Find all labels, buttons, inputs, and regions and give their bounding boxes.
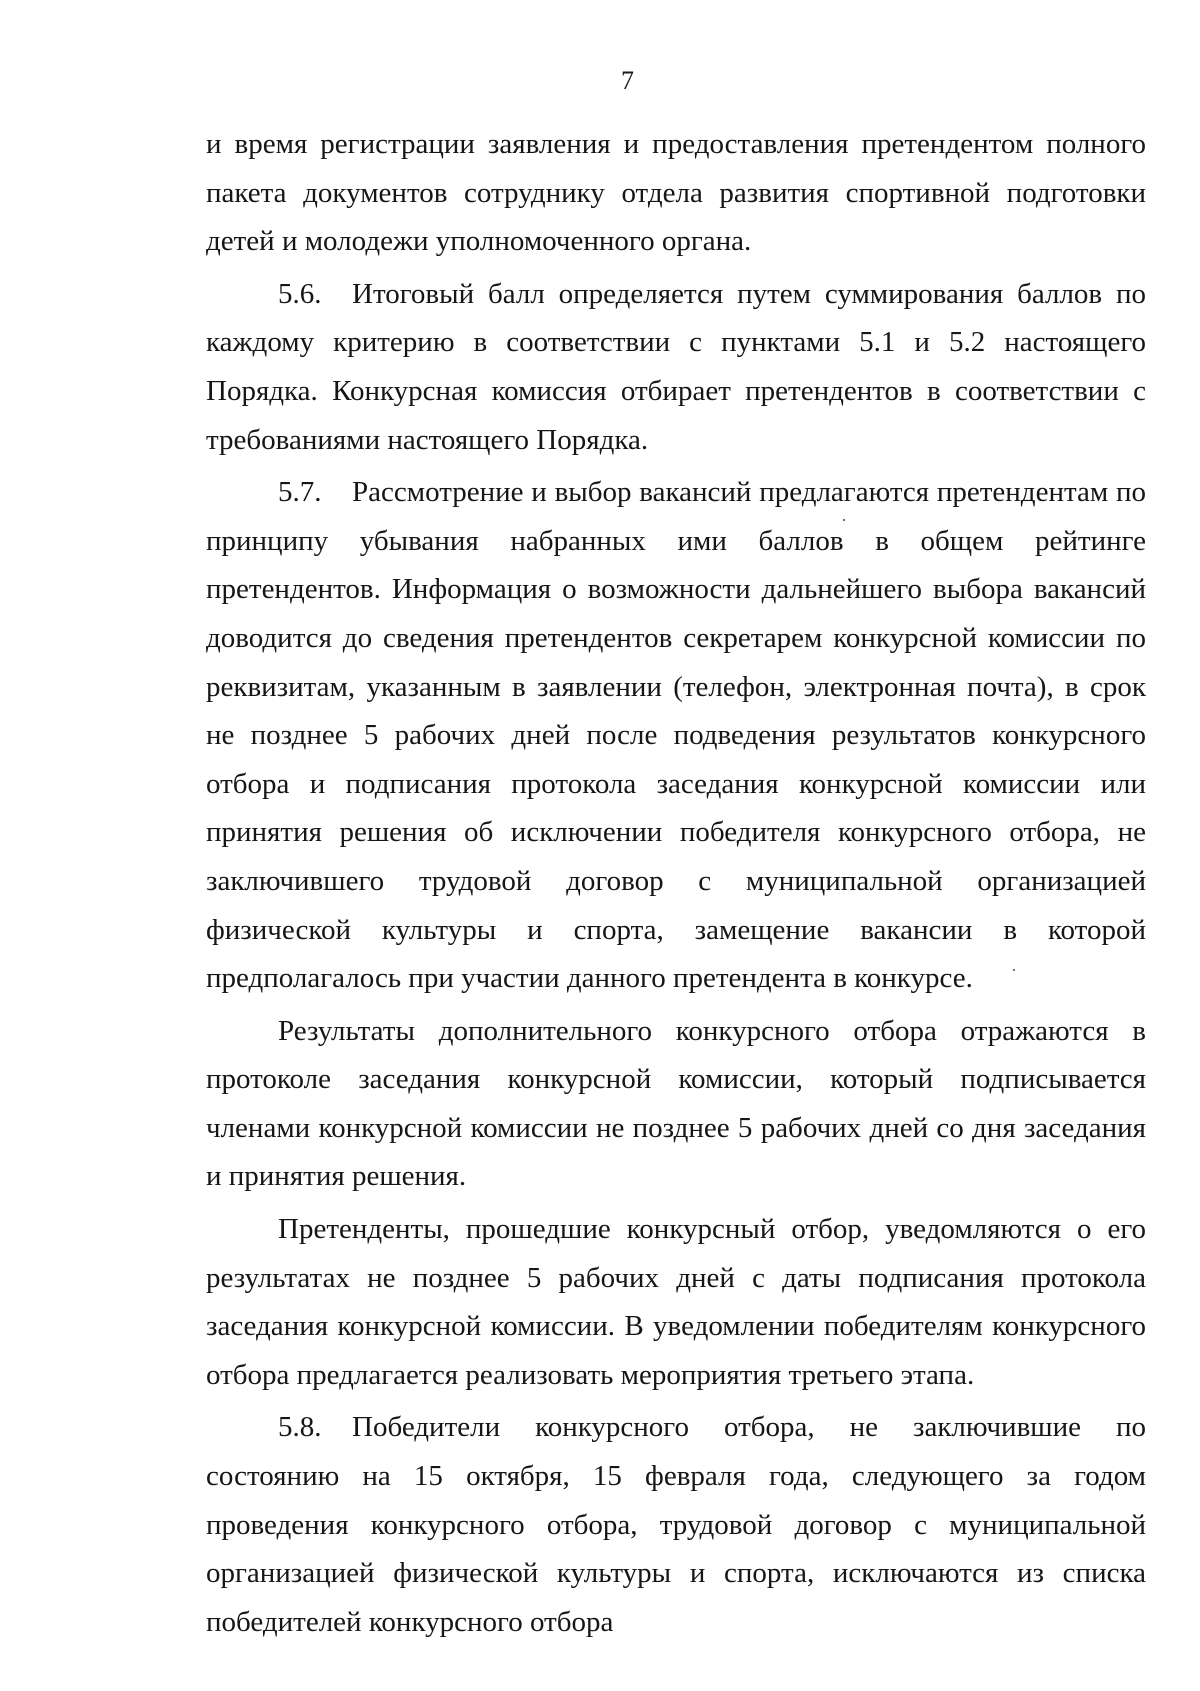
- paragraph-text: и время регистрации заявления и предоставления претендентом полного пакета документов сотруднику отдела развития спортивной подготовки детей и молодежи уполномоченного органа.: [206, 128, 1146, 258]
- paragraph-continuation: [206, 120, 1146, 266]
- paragraph-text: Итоговый балл определяется путем суммирования баллов по каждому критерию в соответствии с пунктами 5.1 и 5.2 настоящего Порядка. Конкурсная комиссия отбирает претендентов в соответствии с требованиями настоящего Порядка.: [206, 277, 1146, 456]
- document-body: [206, 120, 1146, 1646]
- paragraph-text: Рассмотрение и выбор вакансий предлагаются претендентам по принципу убывания набранных ими баллов в общем рейтинге претендентов. Информация о возможности дальнейшего выбора вакансий доводится до сведения претендентов секретарем конкурсной комиссии по реквизитам, указанным в заявлении (телефон, электронная почта), в срок не позднее 5 рабочих дней после подведения результатов конкурсного отбора и подписания протокола заседания конкурсной комиссии или принятия решения об исключении победителя конкурсного отбора, не заключившего трудовой договор с муниципальной организацией физической культуры и спорта, замещение вакансии в которой предполагалось при участии данного претендента в конкурсе.: [206, 476, 1146, 995]
- paragraph-text: Победители конкурсного отбора, не заключившие по состоянию на 15 октября, 15 февраля года, следующего за годом проведения конкурсного отбора, трудовой договор с муниципальной организацией физической культуры и спорта, исключаются из списка победителей конкурсного отбора: [206, 1411, 1146, 1638]
- paragraph-notification: [206, 1205, 1146, 1399]
- paragraph-results: [206, 1007, 1146, 1201]
- paragraph-text: Результаты дополнительного конкурсного отбора отражаются в протоколе заседания конкурсной комиссии, который подписывается членами конкурсной комиссии не позднее 5 рабочих дней со дня заседания и принятия решения.: [206, 1014, 1146, 1193]
- page-number: 7: [621, 66, 634, 95]
- clause-number: 5.6.: [278, 277, 322, 310]
- clause-number: 5.7.: [278, 476, 322, 509]
- paragraph-text: Претенденты, прошедшие конкурсный отбор, уведомляются о его результатах не позднее 5 рабочих дней с даты подписания протокола заседания конкурсной комиссии. В уведомлении победителям конкурсного отбора предлагается реализовать мероприятия третьего этапа.: [206, 1213, 1146, 1391]
- paragraph-5-8: [206, 1403, 1146, 1646]
- scan-speck: [843, 519, 845, 521]
- clause-number: 5.8.: [278, 1411, 322, 1444]
- paragraph-5-7: [206, 468, 1146, 1003]
- scan-speck: [1013, 969, 1015, 971]
- paragraph-5-6: [206, 270, 1146, 464]
